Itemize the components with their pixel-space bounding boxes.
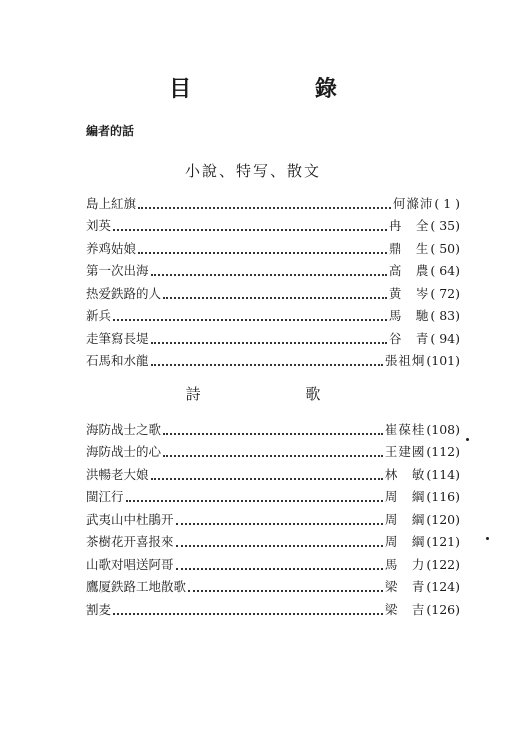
toc-entry-page: (101) [426, 353, 460, 368]
dot-leader [163, 433, 383, 435]
toc-entry-title: 第一次出海 [86, 263, 149, 278]
toc-entry-author: 張祖炯 [384, 353, 426, 368]
toc-entry-author: 周 綱 [384, 534, 426, 549]
editor-note-entry: 編者的話 [86, 124, 135, 138]
dot-leader [138, 252, 387, 254]
toc-entry [86, 260, 460, 283]
dot-leader [163, 455, 383, 457]
dot-leader [151, 342, 387, 344]
dot-leader [126, 500, 383, 502]
toc-entry-title: 鷹厦鉄路工地散歌 [86, 579, 187, 594]
toc-entry-title: 刘英 [86, 218, 112, 233]
toc-entry-author: 黄 岑 [388, 285, 430, 301]
dot-leader [151, 478, 383, 480]
toc-entry-page: (112) [426, 444, 460, 459]
dot-leader [151, 274, 387, 276]
toc-entry-page: (114) [426, 466, 460, 482]
toc-entry [86, 441, 460, 464]
toc-entry [86, 418, 460, 441]
toc-entry-title: 島上紅旗 [86, 195, 137, 211]
toc-entry [86, 508, 460, 531]
toc-entry [86, 463, 460, 486]
toc-entry-page: ( 64) [430, 263, 460, 278]
toc-entry-title: 山歌对唱送阿哥 [86, 556, 174, 572]
dot-leader [176, 545, 383, 547]
toc-entry-page: (126) [426, 601, 460, 617]
dot-leader [188, 590, 383, 592]
toc-entry [86, 531, 460, 554]
dot-leader [176, 523, 383, 525]
toc-entry-title: 走筆寫長堤 [86, 330, 149, 346]
toc-entry-page: ( 72) [430, 285, 460, 301]
toc-entry-author: 梁 青 [384, 579, 426, 594]
toc-entry-author: 冉 全 [388, 218, 430, 233]
toc-entry-page: (124) [426, 579, 460, 594]
toc-entry-page: (120) [426, 511, 460, 527]
toc-entry-author: 林 敏 [384, 466, 426, 482]
toc-list-prose [86, 192, 460, 372]
section-heading-poetry: 詩 歌 [185, 385, 371, 403]
toc-entry-author: 馬 力 [384, 556, 426, 572]
toc-entry-author: 鼎 生 [388, 240, 430, 256]
toc-entry-title: 石馬和水龍 [86, 353, 149, 368]
toc-entry-title: 武夷山中杜鵑开 [86, 511, 174, 527]
toc-entry-title: 热爱鉄路的人 [86, 285, 162, 301]
toc-entry-title: 海防战士的心 [86, 444, 162, 459]
toc-entry [86, 350, 460, 373]
toc-entry-page: ( 50) [430, 240, 460, 256]
toc-entry-author: 王建國 [384, 444, 426, 459]
toc-entry-author: 梁 吉 [384, 601, 426, 617]
toc-entry [86, 327, 460, 350]
toc-entry-page: (121) [426, 534, 460, 549]
toc-entry [86, 553, 460, 576]
dot-leader [113, 319, 387, 321]
toc-entry-page: ( 94) [430, 330, 460, 346]
toc-entry-author: 何滌沛 [392, 195, 434, 211]
toc-entry-author: 崔葆桂 [384, 421, 426, 437]
dot-leader [151, 364, 383, 366]
toc-entry-page: ( 1 ) [434, 195, 460, 211]
toc-entry [86, 486, 460, 509]
toc-entry-page: (122) [426, 556, 460, 572]
toc-entry-title: 洪暢老大娘 [86, 466, 149, 482]
toc-entry-page: (108) [426, 421, 460, 437]
toc-entry-page: (116) [426, 489, 460, 504]
toc-entry-title: 海防战士之歌 [86, 421, 162, 437]
dot-leader [113, 229, 387, 231]
dot-leader [176, 568, 383, 570]
print-speck [466, 438, 469, 441]
dot-leader [113, 613, 383, 615]
toc-entry-page: ( 35) [430, 218, 460, 233]
toc-entry [86, 576, 460, 599]
toc-entry-author: 周 綱 [384, 489, 426, 504]
toc-entry-author: 谷 青 [388, 330, 430, 346]
toc-entry-title: 茶樹花开喜报來 [86, 534, 174, 549]
toc-list-poetry [86, 418, 460, 621]
print-speck [486, 537, 489, 540]
toc-entry-author: 馬 馳 [388, 308, 430, 323]
page-title: 目 錄 [169, 76, 395, 102]
toc-entry [86, 192, 460, 215]
toc-entry [86, 305, 460, 328]
dot-leader [163, 297, 387, 299]
section-heading-prose: 小說、特写、散文 [184, 162, 321, 180]
dot-leader [138, 207, 391, 209]
toc-entry [86, 237, 460, 260]
toc-entry [86, 282, 460, 305]
toc-entry-title: 閩江行 [86, 489, 124, 504]
toc-entry [86, 215, 460, 238]
toc-entry-page: ( 83) [430, 308, 460, 323]
toc-entry-title: 新兵 [86, 308, 112, 323]
toc-entry-author: 周 綱 [384, 511, 426, 527]
toc-entry-title: 养鸡姑娘 [86, 240, 137, 256]
toc-entry [86, 598, 460, 621]
toc-entry-title: 割麦 [86, 601, 112, 617]
toc-entry-author: 高 農 [388, 263, 430, 278]
